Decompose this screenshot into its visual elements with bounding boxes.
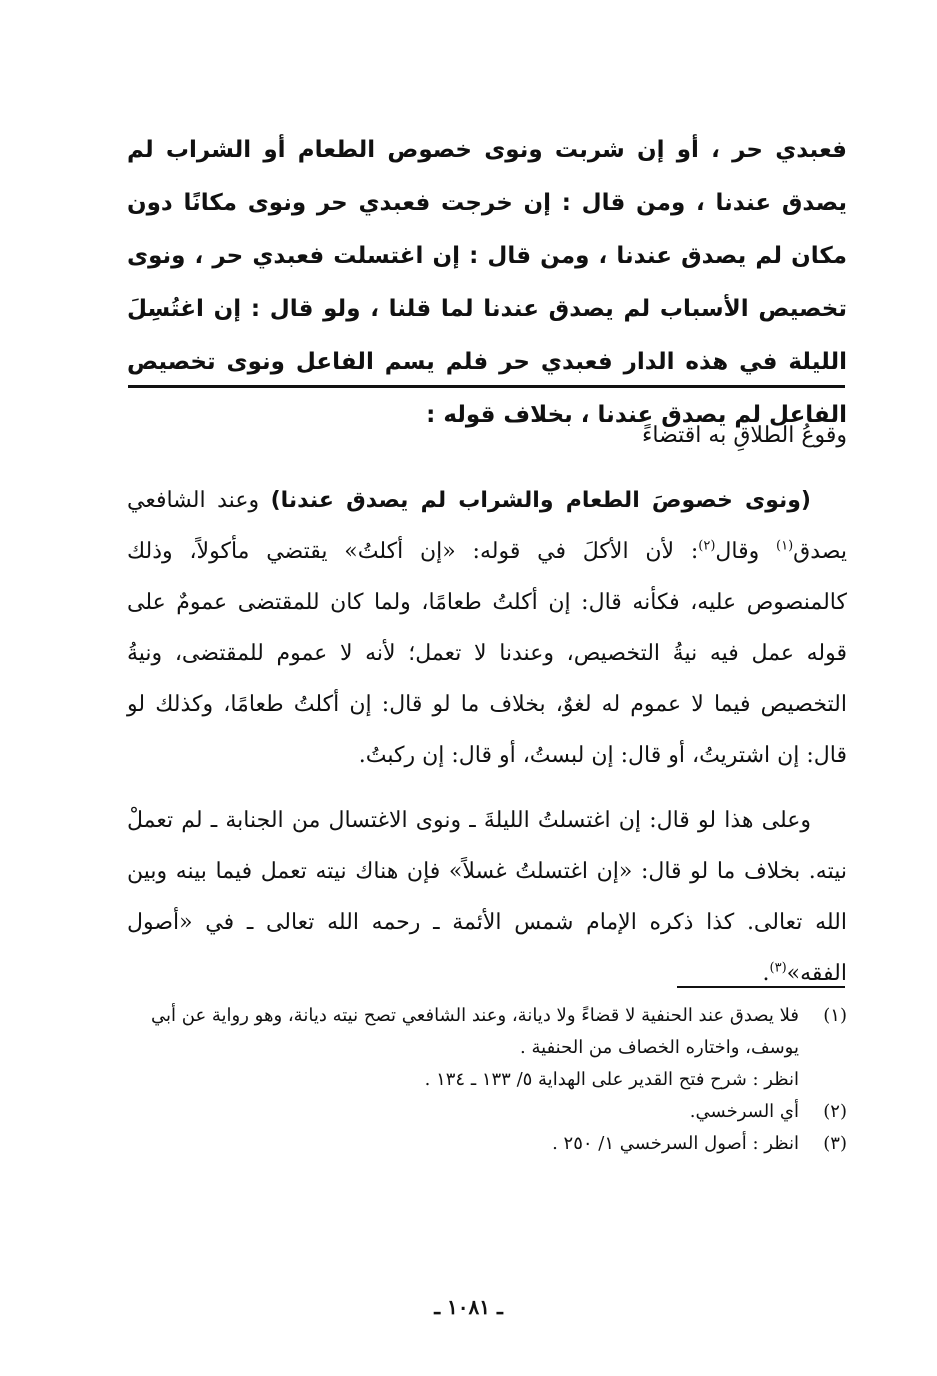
- footnote-line: أي السرخسي.: [689, 1101, 799, 1122]
- footnote-ref-1[interactable]: (١): [776, 538, 794, 554]
- footnote-number: (٣): [823, 1133, 847, 1154]
- footnote-number: (١): [823, 1005, 847, 1026]
- footnote-body: [127, 1000, 799, 1096]
- footnote-2: [127, 1096, 847, 1128]
- commentary-text: : لأن الأكلَ في قوله: «إن أكلتُ» يقتضي مأكولاً، وذلك كالمنصوص عليه، فكأنه قال: إن أكلتُ طعامًا، ولما كان للمقتضى عمومٌ على قوله عمل فيه نيةُ التخصيص، وعندنا لا تعمل؛ لأنه لا عموم للمقتضى، ونيةُ التخصيص فيما لا عموم له لغوٌ، بخلاف ما لو قال: إن أكلتُ طعامًا، وكذلك لو قال: إن اشتريتُ، أو قال: إن لبستُ، أو قال: إن ركبتُ.: [127, 539, 847, 768]
- footnote-separator-rule: [677, 986, 845, 988]
- footnote-line: فلا يصدق عند الحنفية لا قضاءً ولا ديانة، وعند الشافعي تصح نيته ديانة، وهو رواية عن أبي يوسف، واختاره الخصاف من الحنفية .: [151, 1005, 799, 1058]
- commentary-paragraph-1: وقوعُ الطلاقِ به اقتضاءً: [642, 423, 847, 448]
- commentary-text-end: .: [762, 961, 770, 986]
- footnote-number: (٢): [823, 1101, 847, 1122]
- page-number: ـ ١٠٨١ ـ: [434, 1295, 503, 1319]
- commentary-paragraph-3: [127, 795, 847, 999]
- footnote-line: انظر : شرح فتح القدير على الهداية ٥/ ١٣٣ ـ ١٣٤ .: [424, 1069, 799, 1090]
- quoted-matn: (ونوى خصوصَ الطعام والشراب لم يصدق عندنا): [270, 488, 811, 513]
- footnote-body: [127, 1128, 799, 1160]
- footnote-line: انظر : أصول السرخسي ١/ ٢٥٠ .: [552, 1133, 799, 1154]
- commentary-text: وعند الشافعي يصدق: [127, 488, 847, 564]
- commentary-paragraph-2: [127, 475, 847, 781]
- footnote-ref-3[interactable]: (٣): [769, 960, 787, 976]
- main-text-paragraph: فعبدي حر ، أو إن شربت ونوى خصوص الطعام أو الشراب لم يصدق عندنا ، ومن قال : إن خرجت فعبدي حر ونوى مكانًا دون مكان لم يصدق عندنا ، ومن قال : إن اغتسلت فعبدي حر ، ونوى تخصيص الأسباب لم يصدق عندنا لما قلنا ، ولو قال : إن اغتُسِلَ الليلة في هذه الدار فعبدي حر فلم يسم الفاعل ونوى تخصيص الفاعل لم يصدق عندنا ، بخلاف قوله :: [127, 137, 847, 428]
- footnote-1: [127, 1000, 847, 1096]
- footnote-ref-2[interactable]: (٢): [698, 538, 716, 554]
- main-text-block: [127, 124, 847, 442]
- footnote-body: [127, 1096, 799, 1128]
- commentary-text: وعلى هذا لو قال: إن اغتسلتُ الليلةَ ـ ونوى الاغتسال من الجنابة ـ لم تعملْ نيته. بخلاف ما لو قال: «إن اغتسلتُ غسلاً» فإن هناك نيته تعمل فيما بينه وبين الله تعالى. كذا ذكره الإمام شمس الأئمة ـ رحمه الله تعالى ـ في «أصول الفقه»: [127, 808, 847, 986]
- commentary-block: [127, 410, 847, 999]
- main-separator-rule: [128, 385, 845, 388]
- commentary-text: وقال: [715, 539, 777, 564]
- footnote-3: [127, 1128, 847, 1160]
- footnotes-block: [127, 1000, 847, 1160]
